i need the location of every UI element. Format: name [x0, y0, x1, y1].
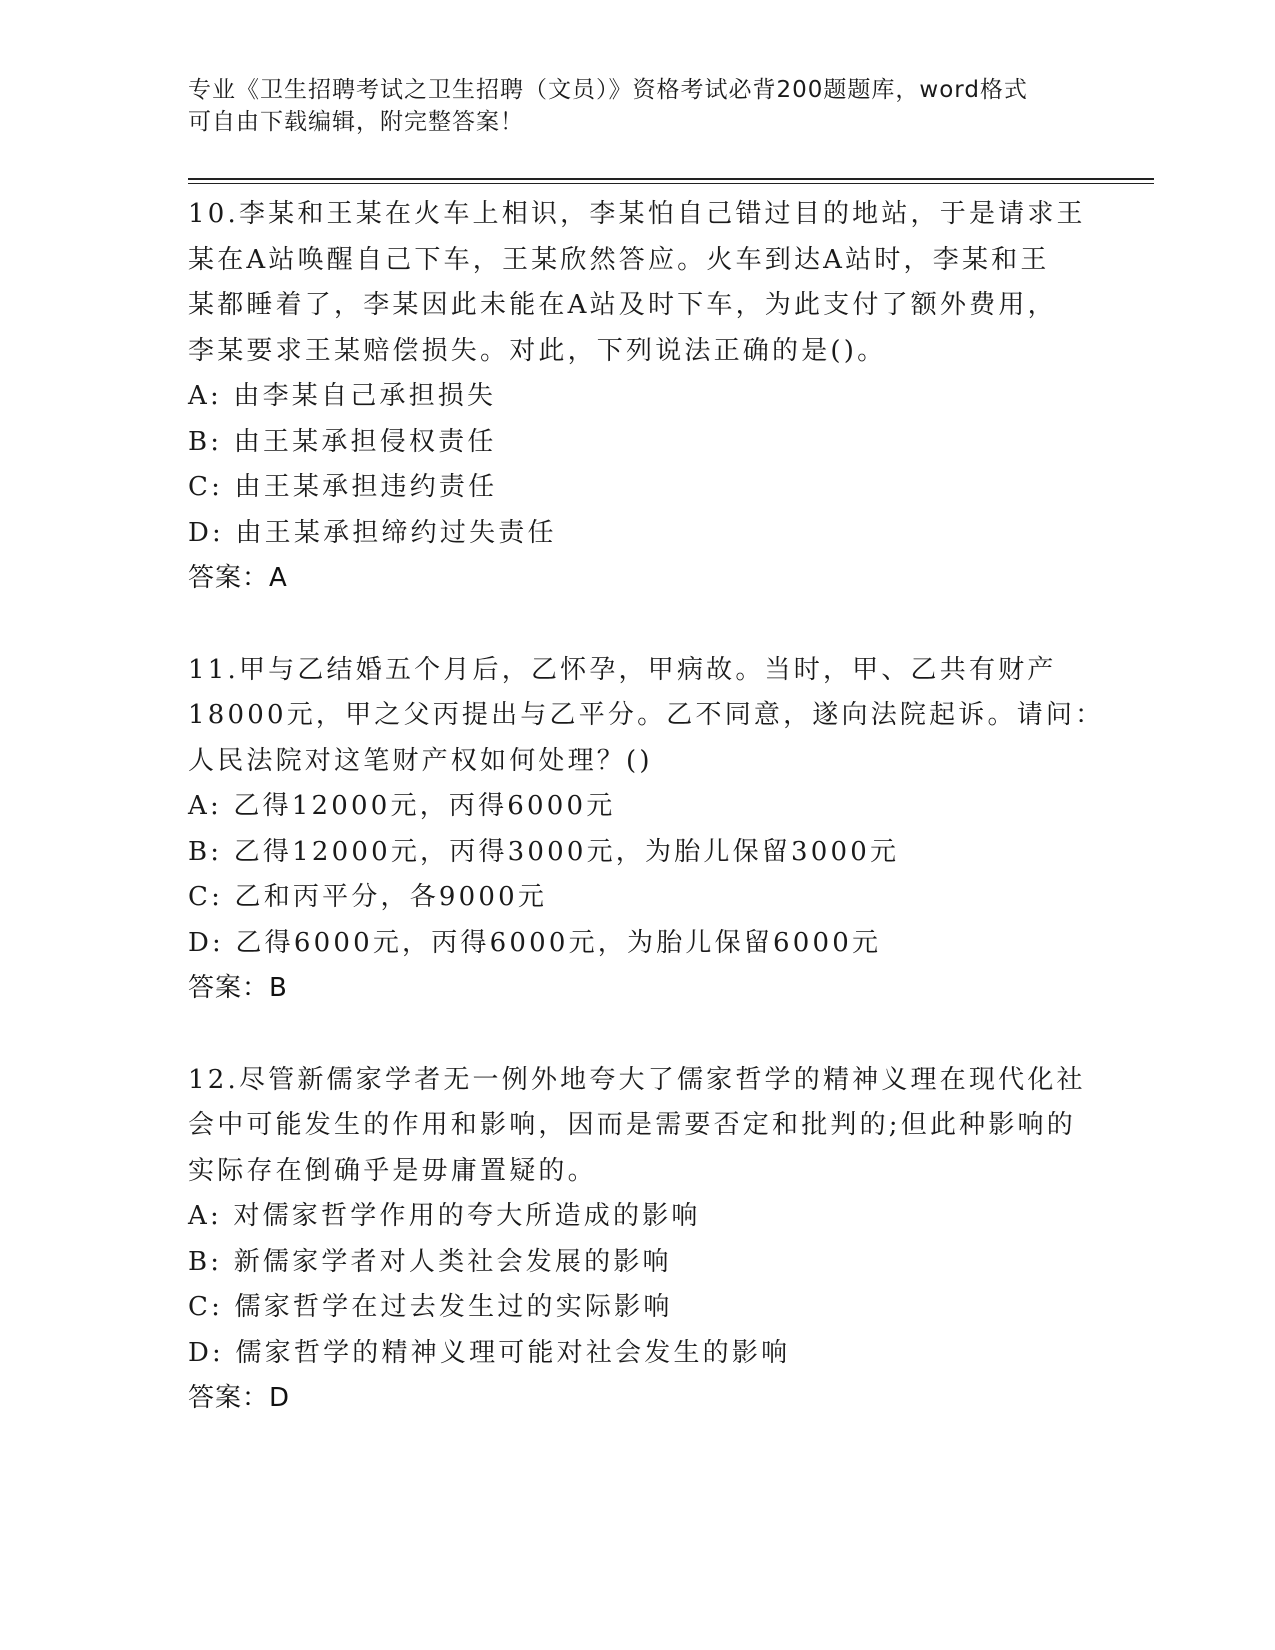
option-a: A: 对儒家哲学作用的夸大所造成的影响 — [188, 1201, 701, 1231]
question-12 — [188, 1058, 1088, 1422]
question-list — [188, 192, 1105, 1422]
option-d: D: 儒家哲学的精神义理可能对社会发生的影响 — [188, 1337, 791, 1368]
option-a: A: 乙得12000元，丙得6000元 — [188, 791, 616, 821]
question-text-line: 某都睡着了，李某因此未能在A站及时下车，为此支付了额外费用， — [188, 290, 1057, 320]
option-d: D: 由王某承担缔约过失责任 — [188, 517, 557, 548]
header-divider-thin — [188, 183, 1154, 184]
option-b: B: 乙得12000元，丙得3000元，为胎儿保留3000元 — [188, 836, 900, 867]
answer-label: 答案：A — [188, 563, 288, 593]
header-line: 可自由下载编辑，附完整答案！ — [188, 109, 524, 135]
option-d: D: 乙得6000元，丙得6000元，为胎儿保留6000元 — [188, 927, 882, 958]
question-text-line: 11.甲与乙结婚五个月后，乙怀孕，甲病故。当时，甲、乙共有财产 — [188, 654, 1057, 685]
option-c: C: 儒家哲学在过去发生过的实际影响 — [188, 1292, 673, 1322]
question-text-line: 李某要求王某赔偿损失。对此，下列说法正确的是()。 — [188, 335, 887, 366]
question-10 — [188, 192, 1088, 602]
answer-label: 答案：D — [188, 1383, 291, 1413]
option-a: A: 由李某自己承担损失 — [188, 381, 497, 411]
answer-label: 答案：B — [188, 973, 288, 1003]
option-b: B: 由王某承担侵权责任 — [188, 426, 497, 457]
option-c: C: 由王某承担违约责任 — [188, 472, 498, 502]
question-text-line: 某在A站唤醒自己下车，王某欣然答应。火车到达A站时，李某和王 — [188, 244, 1050, 275]
question-spacer — [188, 1012, 1088, 1058]
option-b: B: 新儒家学者对人类社会发展的影响 — [188, 1246, 672, 1277]
document-header — [188, 74, 1068, 138]
question-spacer — [188, 602, 1088, 648]
question-text-line: 人民法院对这笔财产权如何处理？() — [188, 745, 653, 776]
option-c: C: 乙和丙平分，各9000元 — [188, 882, 548, 912]
question-text-line: 10.李某和王某在火车上相识，李某怕自己错过目的地站，于是请求王 — [188, 199, 1086, 229]
question-text-line: 会中可能发生的作用和影响，因而是需要否定和批判的;但此种影响的 — [188, 1110, 1076, 1140]
header-line: 专业《卫生招聘考试之卫生招聘（文员）》资格考试必背200题题库，word格式 — [188, 77, 1028, 103]
question-text-line: 12.尽管新儒家学者无一例外地夸大了儒家哲学的精神义理在现代化社 — [188, 1064, 1086, 1095]
question-text-line: 18000元，甲之父丙提出与乙平分。乙不同意，遂向法院起诉。请问： — [188, 700, 1105, 730]
question-11 — [188, 648, 1105, 1012]
question-text-line: 实际存在倒确乎是毋庸置疑的。 — [188, 1155, 597, 1186]
header-divider-thick — [188, 178, 1154, 180]
